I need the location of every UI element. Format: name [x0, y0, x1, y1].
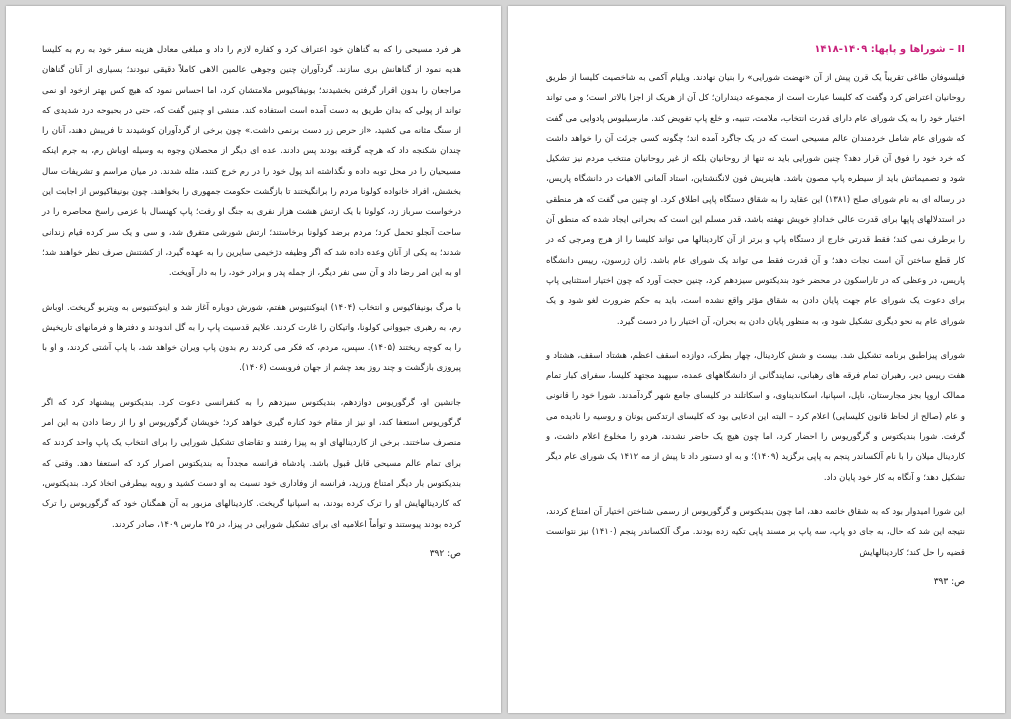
page-number: ص: ۳۹۲	[429, 548, 461, 559]
paragraph: شورای پیزاطبق برنامه تشکیل شد. بیست و شش کاردینال، چهار بطرک، دوازده اسقف اعظم، هشتاد اسقف، هشتاد و هفت رییس دیر، رهبران تمام فرقه های رهبانی، نمایندگانی از دانشگاههای عمده، سپهبد مجتهد کلیسا، سفرای کبار تمام ممالک اروپا بجز مجارستان، ناپل، اسپانیا، اسکاندیناوی، و اسکاتلند در کلیسای جامع شهر گردآمدند. شورا خود را قانونی و عام (صالح از لحاظ قانون کلیسایی) اعلام کرد – البته این ادعایی بود که کلیسای ارتدکس یونان و روسیه را نادیده می گرفت. شورا بندیکتوس و گرگوریوس را احضار کرد، اما چون هیچ یک حاضر نشدند، هردو را مخلوع اعلام داشت، و کاردینال میلان را با نام آلکساندر پنجم به پاپی برگزید (۱۴۰۹)؛ و به او دستور داد تا پیش از مه ۱۴۱۲ یک شورای عام دیگر تشکیل دهد؛ و آنگاه به کار خود پایان داد.	[546, 350, 965, 483]
page-number: ص: ۳۹۳	[933, 576, 965, 587]
paragraph: فیلسوفان طاغی تقریباً یک قرن پیش از آن «نهضت شورایی» را بنیان نهادند. ویلیام آکمی به شاخصیت کلیسا از طریق روحانیان اعتراض کرد وگفت که کلیسا عبارت است از مجموعه دینداران؛ کل آن از هریک از اجزا بالاتر است؛ و می تواند اختیار خود را به یک شورای عام دارای قدرت انتخاب، ملامت، تنبیه، و خلع پاپ تفویض کند. مارسیلیوس پادوایی می گفت که شورای عام شامل خردمندان عالم مسیحی است که در یک جاگرد آمده اند؛ چگونه کسی جرئت آن را خواهد داشت که خرد خود را فوق آن قرار دهد؟ چنین شورایی باید نه تنها از روحانیان بلکه از غیر روحانیان منتخب مردم نیز تشکیل شود و تصمیماتش باید از سیطره پاپ مصون باشد. هاینریش فون لانگنشتاین، استاد آلمانی الاهیات در دانشگاه پاریس، در رساله ای به نام شورای صلح (۱۳۸۱) این عقاید را به شقاق دستگاه پاپی اطلاق کرد. او چنین می گفت که هر منطقی در استدلالهای پاپها برای قدرت عالی خدادادِ خویش نهفته باشد، قدر مسلم این است که بحرانی ایجاد شده که منطق آن را برطرف نمی کند؛ فقط قدرتی خارج از دستگاه پاپ و برتر از آن کاردینالها می تواند کلیسا را از هرج ومرجی که در کار قطع ساختن آن است نجات دهد؛ و آن قدرت فقط می تواند یک شورای عام باشد. ژان ژرسون، رییس دانشگاه پاریس، در وعظی که در تاراسکون در محضر خود بندیکتوس سیزدهم کرد، چنین حجت آورد که چون اختیار استثنایی پاپ برای دعوت یک شورای عام جهت پایان دادن به شقاق مؤثر واقع نشده است، باید به حکم ضرورت لغو شود و یک شورای عام به نحو دیگری تشکیل شود و، به منظور پایان دادن به بحران، آن اختیار را در دست گیرد.	[546, 73, 965, 327]
paragraph: هر فرد مسیحی را که به گناهان خود اعتراف کرد و کفاره لازم را داد و مبلغی معادل هزینه سفر خود به رم به کلیسا هدیه نمود از گناهانش بری سازند. گردآوران چنین وجوهی عالمین الاهی کاملاً دقیقی نبودند؛ بسیاری از آنان گناهان مراجعان را بدون اقرار گرفتن بخشیدند؛ بونیفاکیوس ملامتشان کرد، اما احساس نمود که هیچ کس بهتر ازخود او نمی تواند از پولی که بدان طریق به دست آمده است استفاده کند. منشی او چنین گفت که، حتی در بحبوحه درد شدیدی که از سنگ مثانه می کشید، «از حرص زر دست برنمی داشت.» چون برخی از گردآوران کوشیدند تا فریبش دهند، آنان را چندان شکنجه داد که هرچه گرفته بودند پس دادند. عده ای دیگر از محصلان وجوه به وسیله اوباش رم، به جرم اینکه مسیحیان را در محل توبه داده و نگذاشته اند پول خود را در رم خرج کنند، مثله شدند. در میان مراسم و تشریفات سال بخشش، افراد خانواده کولونا مردم را برانگیختند تا بازگشت حکومت جمهوری را بخواهند. چون بونیفاکیوس از اجابت این درخواست سرباز زد، کولونا با یک ارتش هشت هزار نفری به جنگ او رفت؛ پاپ کهنسال با عزمی راسخ محاصره را در ساحت آنجلو تحمل کرد؛ مردم برضد کولونا برخاستند؛ ارتش شورشی متفرق شد، و سی و یک سر کرده قیام زندانی شدند؛ به یکی از آنان وعده داده شد که اگر وظیفه دژخیمی سایرین را به عهده گیرد، از کشتنش صرف نظر خواهند شد؛ او به این امر رضا داد و آن سی نفر دیگر، از جمله پدر و برادر خود، را به دار آویخت.	[42, 45, 461, 279]
paragraph: با مرگ بونیفاکیوس و انتخاب (۱۴۰۴) اینوکنتیوس هفتم، شورش دوباره آغاز شد و اینوکنتیوس به ویتربو گریخت. اوباش رم، به رهبری جیووانی کولونا، واتیکان را غارت کردند. علایم قدسیت پاپ را به گل اندودند و دفترها و فرمانهای تاریخیش را به کوچه ریختند (۱۴۰۵). سپس، مردم، که فکر می کردند رم بدون پاپ ویران خواهد شد، با پاپ آشتی کردند، و او با پیروزی بازگشت و چند روز بعد چشم از جهان فروبست (۱۴۰۶).	[42, 302, 461, 374]
page-left	[6, 6, 501, 713]
section-heading: II – شوراها و پاپها: ۱۴۰۹-۱۴۱۸	[814, 44, 965, 55]
paragraph: جانشین او، گرگوریوس دوازدهم، بندیکتوس سیزدهم را به کنفرانسی دعوت کرد. بندیکتوس پیشنهاد کرد که اگر گرگوریوس استعفا کند، او نیز از مقام خود کناره گیری خواهد کرد؛ خویشان گرگوریوس او را از رضا دادن به این امر منصرف ساختند. برخی از کاردینالهای او به پیزا رفتند و تقاضای تشکیل شورایی را برای انتخاب یک پاپ واحد کردند که برای تمام عالم مسیحی قابل قبول باشد. پادشاه فرانسه مجدداً به بندیکتوس اصرار کرد که استعفا دهد. وقتی که بندیکتوس بار دیگر امتناع ورزید، فرانسه از وفاداری خود نسبت به او دست کشید و رویه بیطرفی اتخاذ کرد. بندیکتوس، که کاردینالهایش او را ترک کرده بودند، به اسپانیا گریخت. کاردینالهای مزبور به آن همگنان خود که گرگوریوس را ترک کرده بودند پیوستند و توأماً اعلامیه ای برای تشکیل شورایی در پیزا، در ۲۵ مارس ۱۴۰۹، صادر کردند.	[42, 397, 461, 530]
page-right	[508, 6, 1005, 713]
paragraph: این شورا امیدوار بود که به شقاق خاتمه دهد، اما چون بندیکتوس و گرگوریوس از رسمی شناختن اختیار آن امتناع کردند، نتیجه این شد که حال، به جای دو پاپ، سه پاپ بر مسند پاپی تکیه زده بودند. مرگ آلکساندر پنجم (۱۴۱۰) نیز نتوانست قضیه را حل کند؛ کاردینالهایش	[546, 506, 965, 558]
